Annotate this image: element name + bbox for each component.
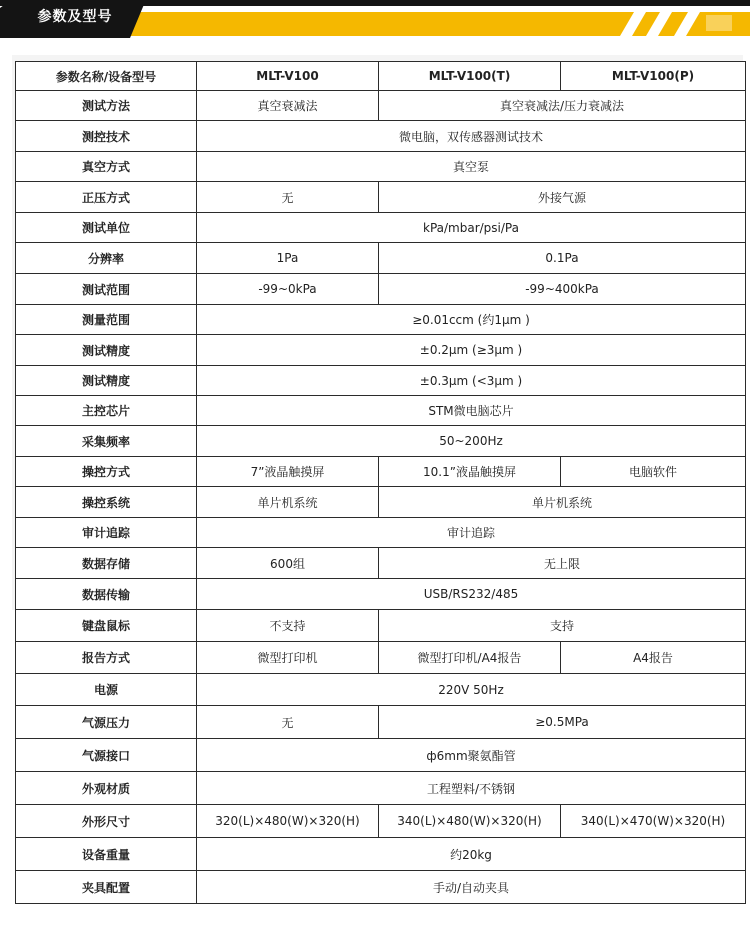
table-cell: ≥0.5MPa <box>379 706 746 739</box>
table-cell: A4报告 <box>561 642 746 674</box>
row-label: 测试精度 <box>16 335 197 366</box>
table-row <box>16 305 746 335</box>
row-label: 键盘鼠标 <box>16 610 197 642</box>
table-cell: 约20kg <box>197 838 746 871</box>
table-cell: STM微电脑芯片 <box>197 396 746 426</box>
table-row <box>16 805 746 838</box>
row-label: 分辨率 <box>16 243 197 274</box>
row-label: 测试单位 <box>16 213 197 243</box>
row-label: 操控系统 <box>16 487 197 518</box>
table-row <box>16 426 746 457</box>
row-label: 报告方式 <box>16 642 197 674</box>
column-header: MLT-V100(P) <box>561 62 746 91</box>
table-row <box>16 518 746 548</box>
table-row <box>16 243 746 274</box>
table-cell: 电脑软件 <box>561 457 746 487</box>
table-cell: 无上限 <box>379 548 746 579</box>
table-row <box>16 457 746 487</box>
table-cell: 外接气源 <box>379 182 746 213</box>
table-row <box>16 739 746 772</box>
table-cell: 320(L)×480(W)×320(H) <box>197 805 379 838</box>
table-cell: 340(L)×480(W)×320(H) <box>379 805 561 838</box>
row-label: 设备重量 <box>16 838 197 871</box>
header-banner <box>0 0 750 40</box>
table-row <box>16 396 746 426</box>
table-cell: 审计追踪 <box>197 518 746 548</box>
row-label: 外形尺寸 <box>16 805 197 838</box>
table-cell: -99~400kPa <box>379 274 746 305</box>
row-label: 测量范围 <box>16 305 197 335</box>
table-cell: 10.1”液晶触摸屏 <box>379 457 561 487</box>
table-cell: 支持 <box>379 610 746 642</box>
column-header: MLT-V100 <box>197 62 379 91</box>
table-row <box>16 772 746 805</box>
row-label: 测试范围 <box>16 274 197 305</box>
table-cell: 微型打印机 <box>197 642 379 674</box>
spec-table <box>15 61 746 904</box>
table-cell: 600组 <box>197 548 379 579</box>
table-row <box>16 487 746 518</box>
table-cell: ф6mm聚氨酯管 <box>197 739 746 772</box>
table-cell: ±0.2μm (≥3μm ) <box>197 335 746 366</box>
row-label: 正压方式 <box>16 182 197 213</box>
table-cell: 手动/自动夹具 <box>197 871 746 904</box>
row-label: 操控方式 <box>16 457 197 487</box>
table-cell: 单片机系统 <box>197 487 379 518</box>
row-label: 气源压力 <box>16 706 197 739</box>
table-cell: ≥0.01ccm (约1μm ) <box>197 305 746 335</box>
table-cell: 220V 50Hz <box>197 674 746 706</box>
table-row <box>16 642 746 674</box>
table-row <box>16 674 746 706</box>
table-cell: 单片机系统 <box>379 487 746 518</box>
table-cell: 0.1Pa <box>379 243 746 274</box>
row-label: 审计追踪 <box>16 518 197 548</box>
table-cell: 340(L)×470(W)×320(H) <box>561 805 746 838</box>
row-label: 主控芯片 <box>16 396 197 426</box>
table-cell: 1Pa <box>197 243 379 274</box>
row-label: 电源 <box>16 674 197 706</box>
row-label: 测控技术 <box>16 121 197 152</box>
table-cell: 真空衰减法 <box>197 91 379 121</box>
table-row <box>16 152 746 182</box>
column-header: 参数名称/设备型号 <box>16 62 197 91</box>
table-cell: 不支持 <box>197 610 379 642</box>
table-row <box>16 548 746 579</box>
table-row <box>16 91 746 121</box>
table-cell: kPa/mbar/psi/Pa <box>197 213 746 243</box>
row-label: 真空方式 <box>16 152 197 182</box>
table-cell: 50~200Hz <box>197 426 746 457</box>
table-row <box>16 579 746 610</box>
table-cell: 无 <box>197 706 379 739</box>
table-row <box>16 213 746 243</box>
row-label: 外观材质 <box>16 772 197 805</box>
table-cell: 无 <box>197 182 379 213</box>
table-row <box>16 335 746 366</box>
table-row <box>16 871 746 904</box>
table-row <box>16 838 746 871</box>
table-header-row <box>16 62 746 91</box>
table-cell: 7”液晶触摸屏 <box>197 457 379 487</box>
page-title: 参数及型号 <box>20 4 130 30</box>
column-header: MLT-V100(T) <box>379 62 561 91</box>
table-row <box>16 706 746 739</box>
table-cell: 微型打印机/A4报告 <box>379 642 561 674</box>
table-cell: ±0.3μm (<3μm ) <box>197 366 746 396</box>
row-label: 测试方法 <box>16 91 197 121</box>
table-cell: -99~0kPa <box>197 274 379 305</box>
table-row <box>16 610 746 642</box>
row-label: 数据存储 <box>16 548 197 579</box>
row-label: 数据传输 <box>16 579 197 610</box>
row-label: 测试精度 <box>16 366 197 396</box>
table-row <box>16 366 746 396</box>
table-cell: 真空泵 <box>197 152 746 182</box>
row-label: 采集频率 <box>16 426 197 457</box>
table-cell: 真空衰减法/压力衰减法 <box>379 91 746 121</box>
table-row <box>16 121 746 152</box>
row-label: 夹具配置 <box>16 871 197 904</box>
table-row <box>16 274 746 305</box>
table-cell: 工程塑料/不锈钢 <box>197 772 746 805</box>
table-cell: USB/RS232/485 <box>197 579 746 610</box>
row-label: 气源接口 <box>16 739 197 772</box>
table-row <box>16 182 746 213</box>
table-cell: 微电脑，双传感器测试技术 <box>197 121 746 152</box>
